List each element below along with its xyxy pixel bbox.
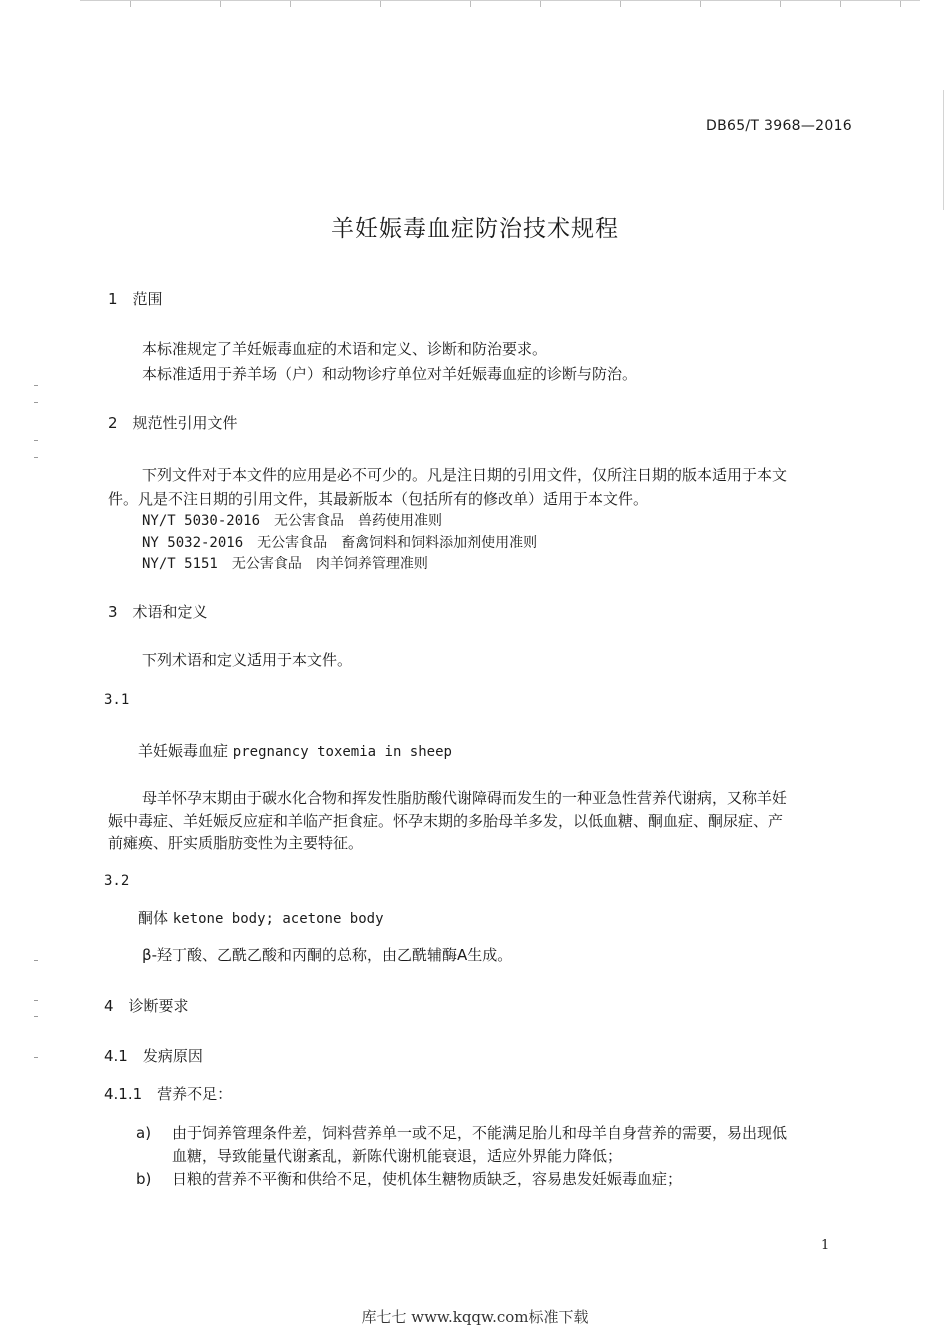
term-3-1-number: 3.1 [104,692,130,708]
term-3-1-heading [138,741,452,763]
section-1-heading: 1 范围 [108,290,163,308]
subsection-4-1-heading: 4.1 发病原因 [104,1047,203,1065]
scan-speck [34,960,38,961]
list-item-b-line-1: 日粮的营养不平衡和供给不足，使机体生糖物质缺乏，容易患发妊娠毒血症； [172,1170,683,1188]
scan-speck [34,1057,38,1058]
footer-watermark: 库七七 www.kqqw.com标准下载 [361,1308,589,1326]
document-title: 羊妊娠毒血症防治技术规程 [331,216,619,242]
term-3-2-heading [138,908,384,930]
scan-right-edge [943,90,944,210]
list-item-marker: a) [136,1124,152,1142]
scan-top-edge [80,0,920,7]
section-3-intro: 下列术语和定义适用于本文件。 [142,651,353,669]
section-3-heading: 3 术语和定义 [108,603,208,621]
term-3-2-cn: 酮体 [138,909,169,927]
reference-item: NY/T 5151 无公害食品 肉羊饲养管理准则 [142,556,428,572]
section-2-intro-line-1: 下列文件对于本文件的应用是必不可少的。凡是注日期的引用文件，仅所注日期的版本适用于本文 [142,466,788,484]
scan-speck [34,1000,38,1001]
term-3-1-en: pregnancy toxemia in sheep [232,744,452,760]
list-item-marker: b) [136,1170,152,1188]
reference-item: NY 5032-2016 无公害食品 畜禽饲料和饲料添加剂使用准则 [142,535,538,551]
list-item-a-line-2: 血糖，导致能量代谢紊乱，新陈代谢机能衰退，适应外界能力降低； [172,1147,623,1165]
standard-code: DB65/T 3968—2016 [706,118,852,134]
section-2-heading: 2 规范性引用文件 [108,414,238,432]
page-number: 1 [821,1238,830,1253]
list-item-a-line-1: 由于饲养管理条件差，饲料营养单一或不足，不能满足胎儿和母羊自身营养的需要，易出现低 [172,1124,788,1142]
scan-speck [34,440,38,441]
term-3-1-cn: 羊妊娠毒血症 [138,742,229,760]
term-3-2-en: ketone body; acetone body [172,911,384,927]
term-3-1-definition-line-3: 前瘫痪、肝实质脂肪变性为主要特征。 [108,834,364,852]
reference-item: NY/T 5030-2016 无公害食品 兽药使用准则 [142,513,443,529]
term-3-1-definition-line-2: 娠中毒症、羊妊娠反应症和羊临产拒食症。怀孕末期的多胎母羊多发，以低血糖、酮血症、酮尿症、产 [108,812,784,830]
scan-speck [34,402,38,403]
scan-speck [34,1016,38,1017]
section-1-paragraph-1: 本标准规定了羊妊娠毒血症的术语和定义、诊断和防治要求。 [142,340,548,358]
term-3-2-number: 3.2 [104,873,130,889]
section-1-paragraph-2: 本标准适用于养羊场（户）和动物诊疗单位对羊妊娠毒血症的诊断与防治。 [142,365,638,383]
term-3-2-definition: β-羟丁酸、乙酰乙酸和丙酮的总称，由乙酰辅酶A生成。 [142,946,513,964]
scan-speck [34,385,38,386]
scan-speck [34,457,38,458]
section-2-intro-line-2: 件。凡是不注日期的引用文件，其最新版本（包括所有的修改单）适用于本文件。 [108,490,649,508]
section-4-heading: 4 诊断要求 [104,997,189,1015]
term-3-1-definition-line-1: 母羊怀孕末期由于碳水化合物和挥发性脂肪酸代谢障碍而发生的一种亚急性营养代谢病，又称羊妊 [142,789,788,807]
subsection-4-1-1-heading: 4.1.1 营养不足： [104,1085,233,1103]
